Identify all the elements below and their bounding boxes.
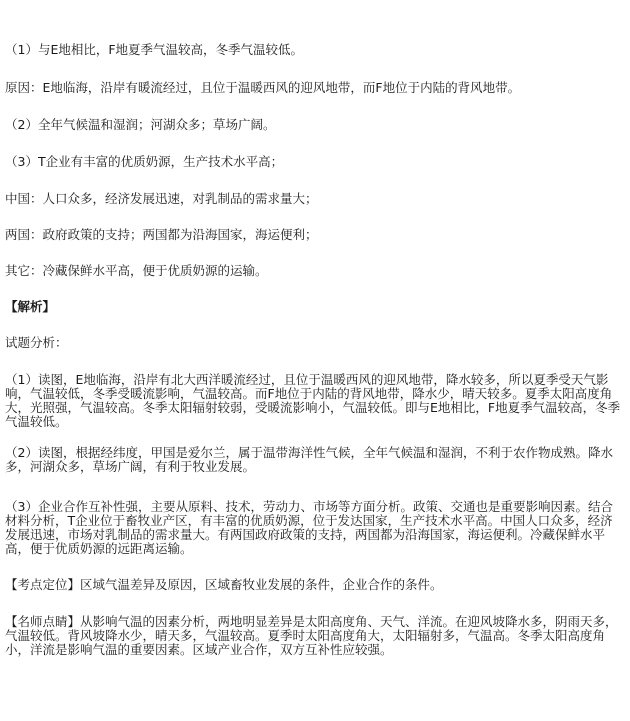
answer-2: （2）全年气候温和湿润；河湖众多；草场广阔。 <box>5 117 276 132</box>
answer-3: （3）T企业有丰富的优质奶源，生产技术水平高； <box>5 154 284 169</box>
answer-1-reason: 原因：E地临海，沿岸有暖流经过，且位于温暖西风的迎风地带，而F地位于内陆的背风地带。 <box>5 80 521 95</box>
answer-3-other: 其它：冷藏保鲜水平高，便于优质奶源的运输。 <box>5 263 268 278</box>
analysis-paragraph-1: （1）读图，E地临海，沿岸有北大西洋暖流经过，且位于温暖西风的迎风地带，降水较多，所以夏季受天气影响，气温较低，冬季受暖流影响，气温较高。而F地位于内陆的背风地带，降水少，晴天较多。夏季太阳高度角大，光照强，气温较高。冬季太阳辐射较弱，受暖流影响小，气温较低。即与E地相比，F地夏季气温较高，冬季气温较低。 <box>5 372 621 429</box>
answer-3-both: 两国：政府政策的支持；两国都为沿海国家，海运便利； <box>5 227 318 242</box>
analysis-intro: 试题分析： <box>5 335 68 350</box>
kaodian-section: 【考点定位】区域气温差异及原因，区域畜牧业发展的条件，企业合作的条件。 <box>5 577 443 592</box>
analysis-paragraph-2: （2）读图，根据经纬度，甲国是爱尔兰，属于温带海洋性气候，全年气候温和湿润，不利于农作物成熟。降水多，河湖众多，草场广阔，有利于牧业发展。 <box>5 445 613 474</box>
mingshi-section: 【名师点睛】从影响气温的因素分析，两地明显差异是太阳高度角、天气、洋流。在迎风坡降水多，阴雨天多，气温较低。背风坡降水少，晴天多，气温较高。夏季时太阳高度角大，太阳辐射多，气温高。冬季太阳高度角小，洋流是影响气温的重要因素。区域产业合作，双方互补性应较强。 <box>5 614 618 657</box>
analysis-paragraph-3: （3）企业合作互补性强，主要从原料、技术，劳动力、市场等方面分析。政策、交通也是重要影响因素。结合材料分析，T企业位于畜牧业产区，有丰富的优质奶源，位于发达国家，生产技术水平高。中国人口众多，经济发展迅速，市场对乳制品的需求量大。有两国政府政策的支持，两国都为沿海国家，海运便利。冷藏保鲜水平高，便于优质奶源的远距离运输。 <box>5 499 613 556</box>
analysis-heading: 【解析】 <box>5 299 56 314</box>
answer-1: （1）与E地相比，F地夏季气温较高，冬季气温较低。 <box>5 42 304 57</box>
answer-3-china: 中国：人口众多，经济发展迅速，对乳制品的需求量大； <box>5 191 318 206</box>
